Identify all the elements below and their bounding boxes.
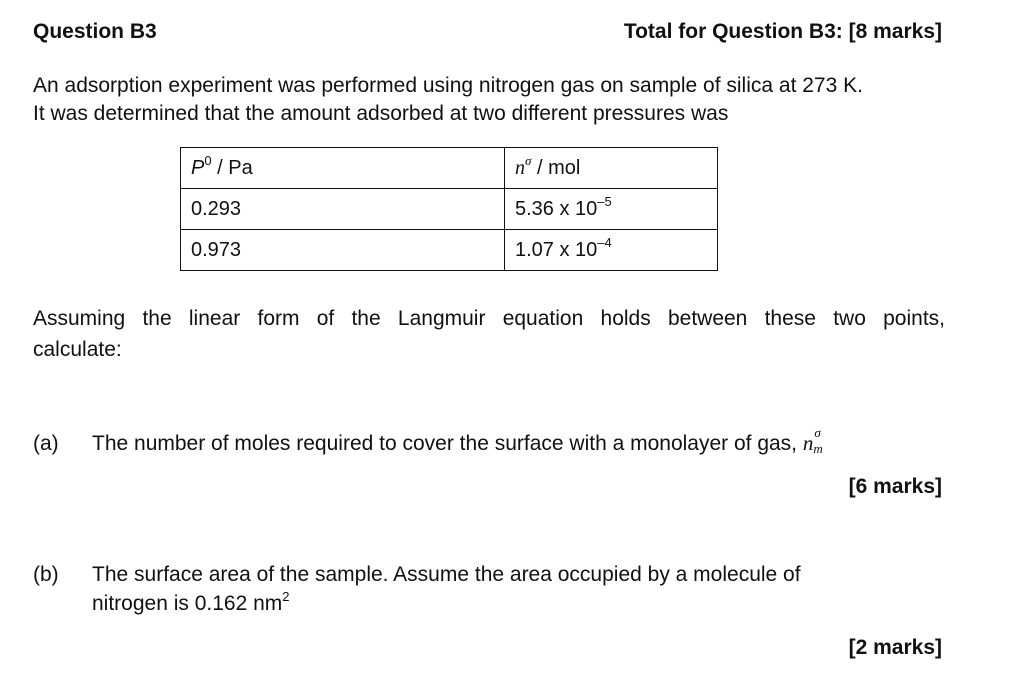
- pressure-superscript: 0: [204, 152, 212, 168]
- intro-line-2: It was determined that the amount adsorbed at two different pressures was: [33, 102, 729, 125]
- table-header-row: [181, 148, 718, 189]
- amount-symbol: n: [515, 156, 525, 179]
- amount-cell: [505, 230, 718, 271]
- amount-column-header: [505, 148, 718, 189]
- pressure-column-header: [181, 148, 505, 189]
- amount-mantissa: 1.07 x 10: [515, 238, 598, 261]
- assumption-line-1: Assuming the linear form of the Langmuir equation holds between these two points,: [33, 307, 945, 330]
- monolayer-symbol-sup: σ: [814, 425, 821, 440]
- part-b-unit-superscript: 2: [282, 589, 290, 604]
- pressure-cell: 0.973: [181, 230, 505, 271]
- intro-line-1: An adsorption experiment was performed using nitrogen gas on sample of silica at 273 K.: [33, 74, 863, 97]
- assumption-line-2: calculate:: [33, 338, 122, 361]
- part-a-marks: [6 marks]: [848, 475, 942, 498]
- part-b-line-2: [92, 590, 290, 617]
- adsorption-data-table: [180, 147, 718, 271]
- table-row: [181, 189, 718, 230]
- amount-exponent: –5: [597, 193, 612, 209]
- part-b-marks: [2 marks]: [848, 636, 942, 659]
- amount-unit: / mol: [531, 156, 581, 179]
- pressure-cell: 0.293: [181, 189, 505, 230]
- part-a-question: [92, 425, 827, 457]
- total-marks-label: Total for Question B3: [8 marks]: [623, 20, 942, 43]
- question-label: Question B3: [33, 20, 157, 43]
- part-b-line-1: The surface area of the sample. Assume the area occupied by a molecule of: [92, 563, 801, 586]
- amount-exponent: –4: [597, 234, 612, 250]
- part-b-label: (b): [33, 563, 59, 586]
- part-a-label: (a): [33, 432, 59, 455]
- part-b-line-2-text: nitrogen is 0.162 nm: [92, 592, 283, 615]
- pressure-unit: / Pa: [211, 156, 253, 179]
- monolayer-symbol-scripts: [813, 425, 827, 456]
- monolayer-symbol: n: [802, 431, 814, 455]
- amount-mantissa: 5.36 x 10: [515, 197, 598, 220]
- table-row: [181, 230, 718, 271]
- amount-superscript: σ: [525, 152, 532, 168]
- pressure-symbol: P: [191, 156, 205, 179]
- amount-cell: [505, 189, 718, 230]
- part-a-text: The number of moles required to cover the surface with a monolayer of gas,: [92, 432, 803, 455]
- monolayer-symbol-sub: m: [813, 441, 823, 456]
